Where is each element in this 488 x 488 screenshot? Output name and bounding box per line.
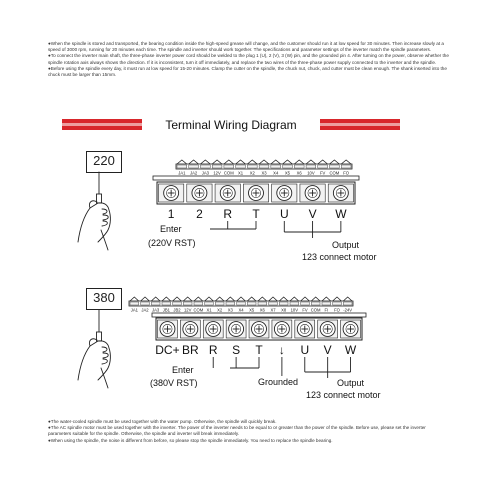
power-terminal-label: BR: [181, 343, 199, 357]
control-terminal-label: X1: [206, 307, 212, 313]
block-ledge: [153, 176, 359, 180]
pin-notch-0: [177, 160, 187, 164]
control-slot-19: [333, 302, 342, 305]
control-slot-9: [283, 165, 293, 168]
control-slot-10: [237, 302, 246, 305]
control-terminal-label: X4: [273, 170, 279, 176]
terminal-screw-icon: [274, 322, 289, 337]
control-terminal-label: X5: [284, 170, 291, 176]
control-terminal-label: JA2: [141, 307, 149, 313]
note-noise: ●When using the spindle, the noise is different from before, so please stop the spindle immediately. You need to replace the spindle bearing.: [48, 437, 333, 443]
enter-label-380: Enter: [172, 365, 194, 375]
control-terminal-label: JB1: [162, 307, 170, 313]
output-label-380: Output: [337, 378, 365, 388]
pin-notch-5: [183, 297, 192, 301]
note-inverter: ●The AC spindle motor must be used together with the inverter. The power of the inverter needs to be equal to or greater than the power of the spindle. Before use, please set the inverter parameters suitable for the spindle. Otherwise, the spindle and inverter will break immediately.: [48, 425, 426, 437]
control-slot-6: [247, 165, 257, 168]
control-terminal-label: COM: [329, 170, 340, 176]
control-terminal-label: X8: [281, 307, 287, 313]
terminal-screw-icon: [277, 186, 292, 201]
enter-value-220: (220V RST): [148, 238, 196, 248]
pin-notch-13: [330, 160, 340, 164]
control-slot-3: [162, 302, 171, 305]
pin-notch-10: [237, 297, 246, 301]
control-slot-12: [318, 165, 328, 168]
control-terminal-label: X6: [296, 170, 302, 176]
power-terminal-label: S: [232, 343, 241, 357]
control-terminal-label: X3: [227, 307, 233, 313]
control-slot-0: [177, 165, 187, 168]
control-terminal-label: X6: [259, 307, 265, 313]
terminal-block-380: [129, 297, 366, 378]
control-terminal-label: X2: [249, 170, 255, 176]
pin-notch-12: [318, 160, 328, 164]
pin-notch-12: [258, 297, 267, 301]
control-terminal-label: X3: [261, 170, 267, 176]
pin-notch-7: [259, 160, 269, 164]
control-slot-9: [226, 302, 235, 305]
control-slot-1: [189, 165, 199, 168]
pin-notch-9: [283, 160, 293, 164]
block-ledge: [152, 313, 366, 317]
pin-notch-0: [130, 297, 139, 301]
control-terminal-label: X4: [238, 307, 244, 313]
control-terminal-label: -24V: [343, 307, 353, 313]
terminal-screw-icon: [252, 322, 267, 337]
control-slot-3: [212, 165, 222, 168]
control-slot-2: [200, 165, 210, 168]
terminal-screw-icon: [333, 186, 348, 201]
power-terminal-label: W: [335, 207, 347, 221]
control-slot-8: [271, 165, 281, 168]
control-slot-5: [236, 165, 246, 168]
terminal-block-220: [153, 160, 359, 238]
power-terminal-label: U: [279, 207, 289, 221]
control-slot-12: [258, 302, 267, 305]
terminal-screw-icon: [192, 186, 207, 201]
terminal-screw-icon: [297, 322, 312, 337]
pin-notch-13: [269, 297, 278, 301]
note-daily-use: ●Before using the spindle every day, it must run at low speed for 15-20 minutes. Clamp the cutter on the spindle, the chuck nut, chuck, and cutter must be clean enough. The shank inserted into the chuck must be larger than 15mm.: [48, 65, 447, 78]
pin-notch-2: [151, 297, 160, 301]
terminal-screw-icon: [183, 322, 198, 337]
power-terminal-label: ↓: [278, 343, 285, 357]
power-terminal-label: V: [308, 207, 317, 221]
control-terminal-label: JA1: [178, 170, 186, 176]
pin-notch-4: [224, 160, 234, 164]
cable-tail: [101, 368, 108, 388]
pin-notch-9: [226, 297, 235, 301]
control-slot-4: [173, 302, 182, 305]
hand-outline: [78, 341, 110, 380]
note-water-cooling: ●The water-cooled spindle must be used together with the water pump. Otherwise, the spindle will quickly break.: [48, 419, 277, 424]
control-terminal-label: X2: [217, 307, 223, 313]
control-slot-13: [269, 302, 278, 305]
control-terminal-label: JA2: [189, 170, 198, 176]
terminal-screw-icon: [229, 322, 244, 337]
pin-notch-6: [194, 297, 203, 301]
terminal-screw-icon: [343, 322, 358, 337]
control-slot-11: [306, 165, 316, 168]
control-terminal-label: JA3: [152, 307, 160, 313]
control-slot-5: [183, 302, 192, 305]
terminal-screw-icon: [249, 186, 264, 201]
power-terminal-label: T: [252, 207, 260, 221]
pin-notch-6: [247, 160, 257, 164]
power-terminal-label: R: [223, 207, 233, 221]
control-terminal-label: 10V: [290, 307, 299, 313]
power-terminal-label: U: [300, 343, 310, 357]
pin-notch-8: [271, 160, 281, 164]
pin-notch-10: [294, 160, 304, 164]
control-slot-14: [341, 165, 351, 168]
finger-lines: [102, 209, 108, 226]
control-slot-10: [294, 165, 304, 168]
control-terminal-label: X5: [249, 307, 255, 313]
control-slot-2: [151, 302, 160, 305]
hand-plug-220-icon: [78, 172, 110, 250]
control-terminal-label: JB2: [173, 307, 181, 313]
control-slot-15: [290, 302, 299, 305]
control-slot-20: [343, 302, 352, 305]
voltage-380-label: 380: [86, 288, 122, 310]
control-terminal-label: X1: [237, 170, 244, 176]
control-slot-8: [215, 302, 224, 305]
cable-tail: [101, 230, 108, 250]
terminal-screw-icon: [160, 322, 175, 337]
grounded-label-380: Grounded: [258, 377, 299, 387]
power-terminal-label: R: [208, 343, 218, 357]
control-slot-11: [247, 302, 256, 305]
control-slot-4: [224, 165, 234, 168]
control-slot-7: [259, 165, 269, 168]
control-slot-0: [130, 302, 139, 305]
control-terminal-label: FV: [319, 170, 326, 176]
output-value-380: 123 connect motor: [306, 390, 381, 400]
terminal-screw-icon: [305, 186, 320, 201]
voltage-220-label: 220: [86, 151, 122, 173]
pin-notch-16: [301, 297, 310, 301]
control-slot-14: [279, 302, 288, 305]
pin-notch-1: [141, 297, 150, 301]
power-terminal-label: 1: [167, 207, 175, 221]
terminal-screw-icon: [206, 322, 221, 337]
control-terminal-label: FV: [302, 307, 308, 313]
hand-outline: [78, 203, 110, 242]
pin-notch-15: [290, 297, 299, 301]
control-terminal-label: JA1: [130, 307, 138, 313]
control-slot-18: [322, 302, 331, 305]
note-connection: ●To connect the inverter main shaft, the three-phase inverter power cord should be welded to the plug 1 (U), 2 (V), 3 (W) pin, and the grounded pin 4. After turning on the power, observe whether the spindle rotation axis always shows the direction. If it is inconsistent, turn it off immediately, and replace the two wires of the three-phase power supply connected to the inverter and the spindle.: [48, 53, 449, 65]
control-slot-6: [194, 302, 203, 305]
control-slot-13: [330, 165, 340, 168]
control-terminal-label: COM: [223, 170, 234, 176]
pin-notch-14: [279, 297, 288, 301]
power-terminal-label: DC+: [155, 343, 180, 357]
control-terminal-label: 10V: [307, 170, 315, 176]
control-terminal-label: COM: [310, 307, 321, 313]
control-slot-17: [311, 302, 320, 305]
pin-notch-4: [173, 297, 182, 301]
output-value-220: 123 connect motor: [302, 252, 377, 262]
pin-notch-5: [236, 160, 246, 164]
control-terminal-label: 12V: [213, 170, 221, 176]
pin-notch-17: [311, 297, 320, 301]
pin-notch-20: [343, 297, 352, 301]
power-terminal-label: V: [323, 343, 332, 357]
power-terminal-label: T: [255, 343, 263, 357]
power-terminal-label: 2: [196, 207, 203, 221]
output-label-220: Output: [332, 240, 360, 250]
pin-notch-3: [162, 297, 171, 301]
pin-notch-3: [212, 160, 222, 164]
pin-notch-1: [189, 160, 199, 164]
pin-notch-11: [306, 160, 316, 164]
control-terminal-label: COM: [193, 307, 204, 313]
control-terminal-label: FI: [324, 307, 329, 313]
terminal-screw-icon: [320, 322, 335, 337]
control-terminal-label: 12V: [183, 307, 192, 313]
pin-notch-2: [200, 160, 210, 164]
finger-lines: [102, 347, 108, 364]
terminal-screw-icon: [220, 186, 235, 201]
pin-notch-11: [247, 297, 256, 301]
pin-notch-7: [205, 297, 214, 301]
control-slot-7: [205, 302, 214, 305]
control-slot-1: [141, 302, 150, 305]
note-storage: ●When the spindle is stored and transported, the bearing condition inside the high-speed grease will change, and the customer should run it at low speed for 30 minutes. Then increase slowly at a speed of 3000 rpm, running for 20 minutes each time. The spindle and inverter should work together. The specifications and parameter settings of the inverter match the spindle parameters.: [48, 41, 444, 53]
pin-notch-14: [341, 160, 351, 164]
control-terminal-label: FO: [334, 307, 340, 313]
enter-value-380: (380V RST): [150, 378, 198, 388]
terminal-screw-icon: [164, 186, 179, 201]
enter-label-220: Enter: [160, 224, 182, 234]
power-terminal-label: W: [344, 343, 357, 357]
banner-title: Terminal Wiring Diagram: [165, 118, 297, 132]
bottom-notes: [48, 419, 450, 444]
control-terminal-label: JA3: [201, 170, 209, 176]
pin-notch-18: [322, 297, 331, 301]
hand-plug-380-icon: [78, 310, 110, 388]
pin-notch-19: [333, 297, 342, 301]
pin-notch-8: [215, 297, 224, 301]
control-terminal-label: X7: [270, 307, 276, 313]
control-terminal-label: FO: [343, 170, 350, 176]
control-slot-16: [301, 302, 310, 305]
